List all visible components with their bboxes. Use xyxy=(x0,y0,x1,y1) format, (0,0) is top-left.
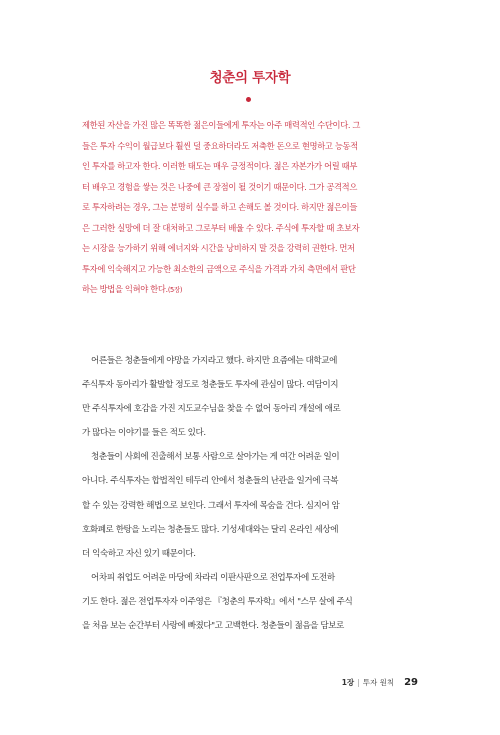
page-number: 29 xyxy=(404,677,418,688)
paragraph-line: 할 수 있는 강력한 해법으로 보인다. 그래서 투자에 목숨을 건다. 심지어 암 xyxy=(82,500,340,511)
excerpt-quote xyxy=(82,115,422,301)
paragraph-line: 기도 한다. 젊은 전업투자자 이주영은 『청춘의 투자학』에서 "스무 살에 주식 xyxy=(82,596,353,607)
quote-line: 인 투자를 하고자 한다. 이러한 태도는 매우 긍정적이다. 젊은 자본가가 어릴 때부 xyxy=(82,161,358,171)
page-footer xyxy=(342,677,418,688)
quote-line: 터 배우고 경험을 쌓는 것은 나중에 큰 장점이 될 것이기 때문이다. 그가 공격적으 xyxy=(82,181,358,192)
quote-citation: (5장) xyxy=(167,286,183,294)
paragraph-line: 가 많다는 이야기를 들은 적도 있다. xyxy=(82,428,206,439)
quote-line: 투자에 익숙해지고 가능한 최소한의 금액으로 주식을 가격과 가치 측면에서 판단 xyxy=(82,263,356,274)
quote-line: 로 투자하려는 경우, 그는 분명히 실수를 하고 손해도 볼 것이다. 하지만 젊은이들 xyxy=(82,202,358,212)
quote-line: 제한된 자산을 가진 많은 똑똑한 젊은이들에게 투자는 아주 매력적인 수단이다. 그 xyxy=(82,120,361,130)
bullet-dot-icon xyxy=(246,97,251,102)
quote-line: 는 시장을 능가하기 위해 에너지와 시간을 낭비하지 말 것을 강력히 권한다. 먼저 xyxy=(82,243,355,253)
paragraph-line: 어른들은 청춘들에게 야망을 가지라고 했다. 하지만 요즘에는 대학교에 xyxy=(91,356,337,366)
quote-line: 들은 투자 수익이 월급보다 훨씬 덜 중요하더라도 저축한 돈으로 현명하고 능동적 xyxy=(82,140,358,151)
paragraph-line: 을 처음 보는 순간부터 사랑에 빠졌다"고 고백한다. 청춘들이 젊음을 담보로 xyxy=(82,621,344,632)
quote-line: 은 그러한 실망에 더 잘 대처하고 그로부터 배울 수 있다. 주식에 투자할 때 초보자 xyxy=(82,222,360,233)
paragraph-line: 어차피 취업도 어려운 마당에 차라리 이판사판으로 전업투자에 도전하 xyxy=(91,572,335,583)
paragraph-line: 호화폐로 한탕을 노리는 청춘들도 많다. 기성세대와는 달리 온라인 세상에 xyxy=(82,524,339,535)
paragraph-line: 더 익숙하고 자신 있기 때문이다. xyxy=(82,548,196,559)
footer-section: 투자 원칙 xyxy=(362,678,395,687)
paragraph-line: 아니다. 주식투자는 합법적인 테두리 안에서 청춘들의 난관을 일거에 극복 xyxy=(82,476,339,487)
excerpt-title: 청춘의 투자학 xyxy=(209,70,291,86)
paragraph-line: 만 주식투자에 호감을 가진 지도교수님을 찾을 수 없어 동아리 개설에 애로 xyxy=(82,404,341,415)
quote-last-line xyxy=(82,279,422,301)
paragraph-line: 주식투자 동아리가 활발할 정도로 청춘들도 투자에 관심이 많다. 여담이지 xyxy=(82,380,339,391)
body-text xyxy=(82,349,432,638)
footer-chapter: 1장 xyxy=(341,678,355,687)
footer-separator: | xyxy=(357,678,360,687)
paragraph-line: 청춘들이 사회에 진출해서 보통 사람으로 살아가는 게 여간 어려운 일이 xyxy=(91,452,340,463)
quote-line-text: 하는 방법을 익혀야 한다. xyxy=(82,284,168,294)
